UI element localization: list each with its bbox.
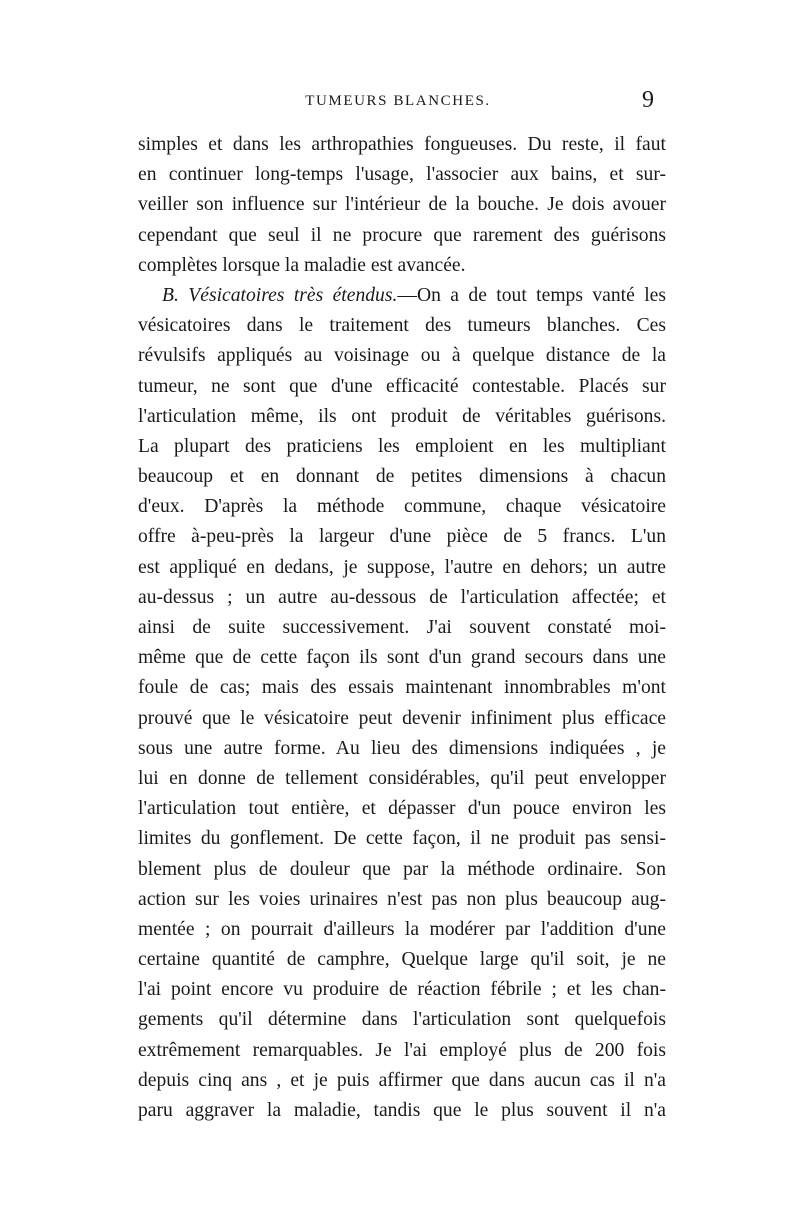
text-line: révulsifs appliqués au voisinage ou à quelque distance de la — [138, 345, 666, 367]
page-header — [138, 87, 658, 123]
text-line: en continuer long-temps l'usage, l'associer aux bains, et sur- — [138, 164, 666, 186]
text-line: même que de cette façon ils sont d'un grand secours dans une — [138, 647, 666, 669]
text-line: La plupart des praticiens les emploient en les multipliant — [138, 435, 666, 457]
text-line: paru aggraver la maladie, tandis que le plus souvent il n'a — [138, 1100, 666, 1121]
text-line: tumeur, ne sont que d'une efficacité contestable. Placés sur — [138, 375, 666, 397]
text-line: sous une autre forme. Au lieu des dimensions indiquées , je — [138, 737, 666, 759]
text-line: vésicatoires dans le traitement des tumeurs blanches. Ces — [138, 315, 666, 337]
body-text — [138, 130, 666, 1126]
text-line: l'articulation même, ils ont produit de véritables guérisons. — [138, 405, 666, 427]
text-line: lui en donne de tellement considérables, qu'il peut envelopper — [138, 767, 666, 789]
text-line: gements qu'il détermine dans l'articulation sont quelquefois — [138, 1009, 666, 1031]
section-heading-line — [138, 281, 666, 311]
text-line: ainsi de suite successivement. J'ai souvent constaté moi- — [138, 617, 666, 638]
text-line: d'eux. D'après la méthode commune, chaque vésicatoire — [138, 496, 666, 518]
text-line: beaucoup et en donnant de petites dimensions à chacun — [138, 466, 666, 488]
text-line: complètes lorsque la maladie est avancée. — [138, 254, 466, 276]
text-line: veiller son influence sur l'intérieur de la bouche. Je dois avouer — [138, 194, 666, 216]
text-line: foule de cas; mais des essais maintenant innombrables m'ont — [138, 677, 666, 699]
page-number: 9 — [642, 87, 654, 113]
text-line: l'articulation tout entière, et dépasser d'un pouce environ les — [138, 798, 666, 820]
text-line: blement plus de douleur que par la méthode ordinaire. Son — [138, 858, 666, 880]
text-line: offre à-peu-près la largeur d'une pièce de 5 francs. L'un — [138, 526, 666, 548]
text-line: action sur les voies urinaires n'est pas non plus beaucoup aug- — [138, 888, 666, 910]
text-line: mentée ; on pourrait d'ailleurs la modérer par l'addition d'une — [138, 918, 666, 940]
text-line: simples et dans les arthropathies fongueuses. Du reste, il faut — [138, 134, 666, 155]
text-line: certaine quantité de camphre, Quelque large qu'il soit, je ne — [138, 949, 666, 971]
text-line: prouvé que le vésicatoire peut devenir infiniment plus efficace — [138, 707, 666, 729]
text-line: au-dessus ; un autre au-dessous de l'articulation affectée; et — [138, 586, 666, 608]
text-line: limites du gonflement. De cette façon, il ne produit pas sensi- — [138, 828, 666, 850]
text-line: depuis cinq ans , et je puis affirmer que dans aucun cas il n'a — [138, 1069, 666, 1091]
text-line: cependant que seul il ne procure que rarement des guérisons — [138, 224, 666, 246]
section-label: B. — [162, 284, 179, 306]
section-title: Vésicatoires très étendus. — [188, 284, 398, 306]
text-line: l'ai point encore vu produire de réaction fébrile ; et les chan- — [138, 979, 666, 1001]
running-title: TUMEURS BLANCHES. — [305, 93, 491, 109]
text-line: est appliqué en dedans, je suppose, l'autre en dehors; un autre — [138, 556, 666, 578]
text-line: extrêmement remarquables. Je l'ai employé plus de 200 fois — [138, 1039, 666, 1061]
text-line-continuation: —On a de tout temps vanté les — [397, 284, 666, 306]
